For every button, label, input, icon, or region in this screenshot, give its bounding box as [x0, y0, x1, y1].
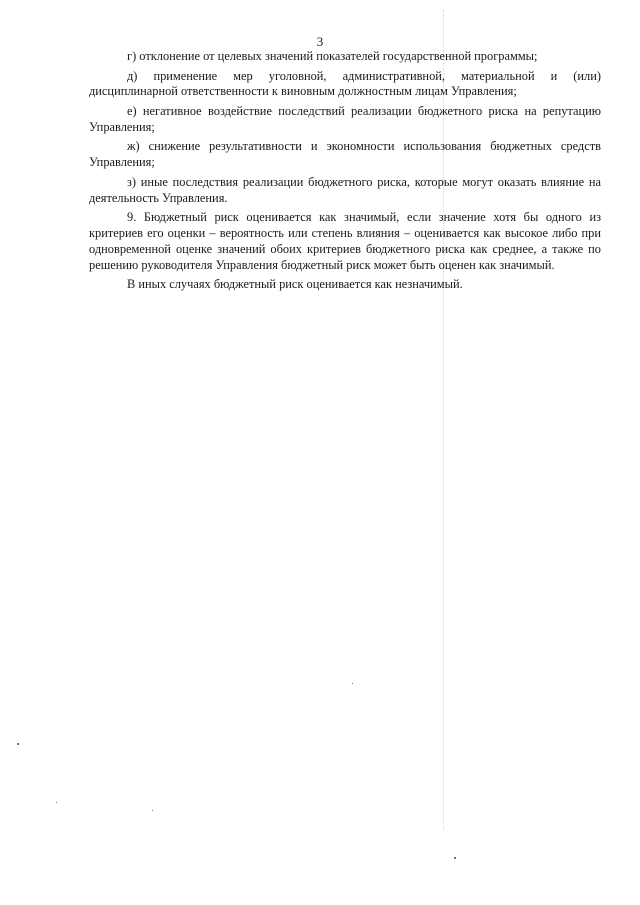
page-number: 3: [316, 34, 324, 49]
paragraph-z: з) иные последствия реализации бюджетного риска, которые могут оказать влияние на деятельность Управления.: [89, 174, 601, 205]
paragraph-other-cases: В иных случаях бюджетный риск оценивается как незначимый.: [127, 277, 463, 292]
scan-speck: [352, 683, 353, 684]
scan-speck: [454, 857, 456, 859]
paragraph-d: д) применение мер уголовной, административной, материальной и (или) дисциплинарной ответственности к виновным должностным лицам Управления;: [89, 68, 601, 99]
paragraph-e: е) негативное воздействие последствий реализации бюджетного риска на репутацию Управления;: [89, 103, 601, 134]
scan-speck: [17, 743, 19, 745]
scan-speck: [152, 810, 153, 811]
document-body: [89, 49, 601, 297]
paragraph-zh: ж) снижение результативности и экономности использования бюджетных средств Управления;: [89, 139, 601, 170]
paragraph-item-9: 9. Бюджетный риск оценивается как значимый, если значение хотя бы одного из критериев его оценки – вероятность или степень влияния – оценивается как высокое либо при одновременной оценке значений обоих критериев бюджетного риска как среднее, а также по решению руководителя Управления бюджетный риск может быть оценен как значимый.: [89, 210, 601, 272]
scan-speck: [56, 802, 57, 803]
paragraph-g: г) отклонение от целевых значений показателей государственной программы;: [127, 49, 538, 63]
